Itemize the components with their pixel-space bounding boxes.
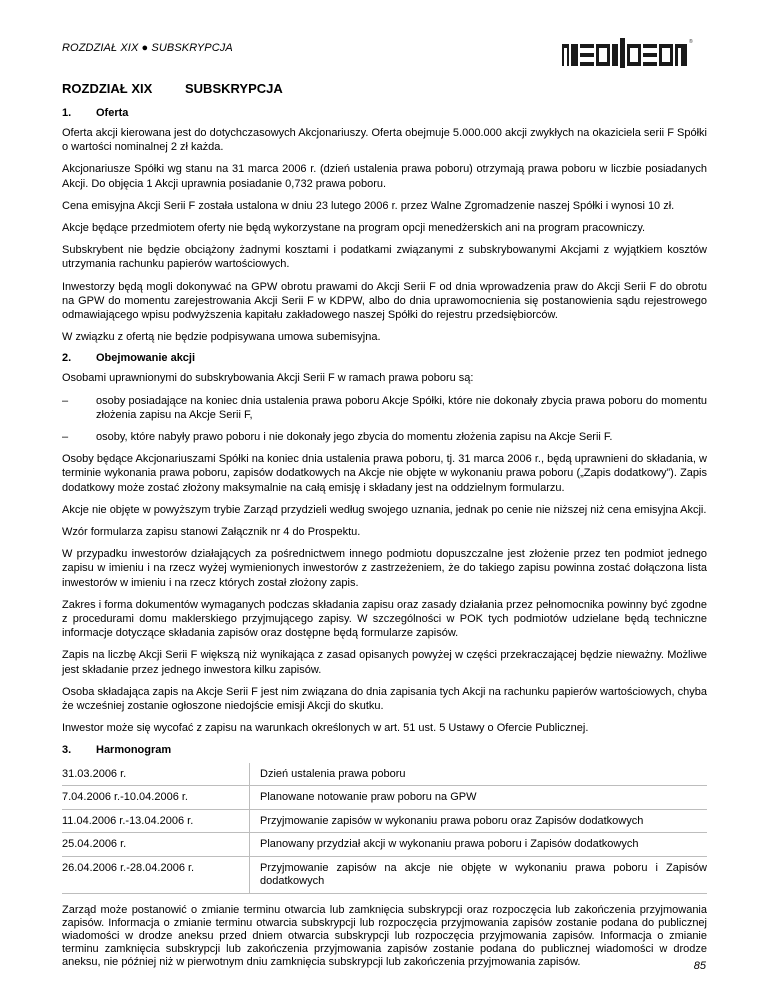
schedule-date: 31.03.2006 r. (62, 763, 250, 786)
schedule-date: 25.04.2006 r. (62, 833, 250, 857)
paragraph: Oferta akcji kierowana jest do dotychczasowych Akcjonariuszy. Oferta obejmuje 5.000.000 akcji zwykłych na okaziciela serii F Spółki o wartości nominalnej 2 zł każda. (62, 127, 707, 154)
section-number: 1. (62, 107, 72, 119)
paragraph: Zakres i forma dokumentów wymaganych podczas składania zapisu oraz zasady działania przez pełnomocnika powinny być zgodne z procedurami domu maklerskiego przyjmującego zapisy. W szczególności w POK tych podmiotów udzielane będą techniczne informacje dotyczące składania zapisów oraz dostępne będą formularze zapisów. (62, 598, 707, 640)
paragraph: Osobami uprawnionymi do subskrybowania Akcji Serii F w ramach prawa poboru są: (62, 372, 474, 385)
paragraph: Akcje będące przedmiotem oferty nie będą wykorzystane na program opcji menedżerskich ani na program pracowniczy. (62, 222, 646, 235)
schedule-date: 7.04.2006 r.-10.04.2006 r. (62, 786, 250, 810)
registered-mark: ® (689, 39, 693, 45)
section-title: Obejmowanie akcji (96, 352, 196, 365)
table-row (62, 809, 707, 833)
bullet-dash: – (62, 431, 69, 444)
schedule-event: Planowany przydział akcji w wykonaniu prawa poboru i Zapisów dodatkowych (250, 833, 708, 857)
chapter-heading (62, 81, 283, 96)
paragraph: Cena emisyjna Akcji Serii F została ustalona w dniu 23 lutego 2006 r. przez Walne Zgromadzenie naszej Spółki i wynosi 10 zł. (62, 199, 675, 212)
table-row (62, 856, 707, 893)
page-number: 85 (693, 960, 706, 972)
section-number: 2. (62, 352, 72, 365)
paragraph: Akcje nie objęte w powyższym trybie Zarząd przydzieli według swojego uznania, jednak po cenie nie niższej niż cena emisyjna Akcji. (62, 503, 707, 516)
paragraph: Inwestorzy będą mogli dokonywać na GPW obrotu prawami do Akcji Serii F od dnia wprowadzenia praw do Akcji Serii F do obrotu na GPW do momentu zarejestrowania Akcji Serii F w KDPW, albo do dnia uprawomocnienia się postanowienia sądu rejestrowego odmawiającego wpisu podwyższenia kapitału zakładowego naszej Spółki do rejestru przedsiębiorców. (62, 280, 707, 322)
paragraph: Zapis na liczbę Akcji Serii F większą niż wynikająca z zasad opisanych powyżej w części przekraczającej będzie nieważny. Możliwe jest składanie przez jednego inwestora kilku zapisów. (62, 649, 707, 676)
section-title: Harmonogram (96, 743, 172, 756)
table-row (62, 786, 707, 810)
schedule-event: Dzień ustalenia prawa poboru (250, 763, 708, 786)
paragraph: W przypadku inwestorów działających za pośrednictwem innego podmiotu dopuszczalne jest złożenie przez ten podmiot jednego zapisu w imieniu i na rzecz wyżej wymienionych inwestorów z zastrzeżeniem, że do takiego zapisu powinna zostać dołączona lista inwestorów w imieniu i na rzecz których został złożony zapis. (62, 548, 707, 589)
schedule-date: 26.04.2006 r.-28.04.2006 r. (62, 856, 250, 893)
table-row (62, 763, 707, 786)
paragraph: Inwestor może się wycofać z zapisu na warunkach określonych w art. 51 ust. 5 Ustawy o Ofercie Publicznej. (62, 722, 589, 735)
table-row (62, 833, 707, 857)
paragraph: Wzór formularza zapisu stanowi Załącznik nr 4 do Prospektu. (62, 526, 361, 539)
schedule-date: 11.04.2006 r.-13.04.2006 r. (62, 809, 250, 833)
list-item-text: osoby, które nabyły prawo poboru i nie dokonały jego zbycia do momentu złożenia zapisu na Akcje Serii F. (96, 431, 613, 444)
list-item-text: osoby posiadające na koniec dnia ustalenia prawa poboru Akcje Spółki, które nie dokonały zbycia prawa poboru do momentu złożenia zapisu na Akcje Serii F, (96, 394, 707, 421)
bullet-dash: – (62, 394, 69, 407)
chapter-number: ROZDZIAŁ XIX (62, 81, 153, 96)
schedule-event: Planowane notowanie praw poboru na GPW (250, 786, 708, 810)
paragraph: Subskrybent nie będzie obciążony żadnymi kosztami i podatkami związanymi z subskrybowanymi Akcjami z wyjątkiem kosztów utrzymania rachunku papierów wartościowych. (62, 244, 707, 271)
running-header: ROZDZIAŁ XIX ● SUBSKRYPCJA (62, 42, 233, 54)
schedule-event: Przyjmowanie zapisów na akcje nie objęte w wykonaniu prawa poboru i Zapisów dodatkowych (250, 856, 708, 893)
company-logo (562, 36, 694, 70)
paragraph: W związku z ofertą nie będzie podpisywana umowa subemisyjna. (62, 331, 381, 344)
paragraph: Akcjonariusze Spółki wg stanu na 31 marca 2006 r. (dzień ustalenia prawa poboru) otrzymają prawa poboru w liczbie posiadanych Akcji. Do objęcia 1 Akcji uprawnia posiadanie 0,732 prawa poboru. (62, 163, 707, 190)
paragraph: Osoby będące Akcjonariuszami Spółki na koniec dnia ustalenia prawa poboru, tj. 31 marca 2006 r., będą uprawnieni do składania, w terminie wykonania prawa poboru, zapisów dodatkowych na Akcje nie objęte w wykonaniu prawa poboru („Zapis dodatkowy”). Zapis dodatkowy może zostać złożony maksymalnie na całą emisję i składany jest na oddzielnym formularzu. (62, 453, 707, 494)
paragraph: Zarząd może postanowić o zmianie terminu otwarcia lub zamknięcia subskrypcji oraz rozpoczęcia lub zakończenia przyjmowania zapisów. Informacja o zmianie terminu otwarcia subskrypcji lub rozpoczęcia przyjmowania zapisów zostanie podana do publicznej wiadomości w drodze aneksu przed dniem otwarcia subskrypcji lub rozpoczęcia przyjmowania zapisów. Informacja o zmianie terminu zamknięcia subskrypcji lub zakończenia przyjmowania zapisów zostanie podana do publicznej wiadomości w drodze aneksu, nie później niż w pierwotnym dniu zamknięcia subskrypcji lub zakończenia przyjmowania zapisów. (62, 903, 707, 968)
section-title: Oferta (96, 107, 129, 119)
schedule-event: Przyjmowanie zapisów w wykonaniu prawa poboru oraz Zapisów dodatkowych (250, 809, 708, 833)
paragraph: Osoba składająca zapis na Akcje Serii F jest nim związana do dnia zapisania tych Akcji na rachunku papierów wartościowych, chyba że wcześniej zostanie ogłoszone niedojście emisji Akcji do skutku. (62, 685, 707, 713)
schedule-table (62, 763, 707, 894)
section-number: 3. (62, 743, 72, 756)
chapter-title: SUBSKRYPCJA (185, 81, 283, 96)
